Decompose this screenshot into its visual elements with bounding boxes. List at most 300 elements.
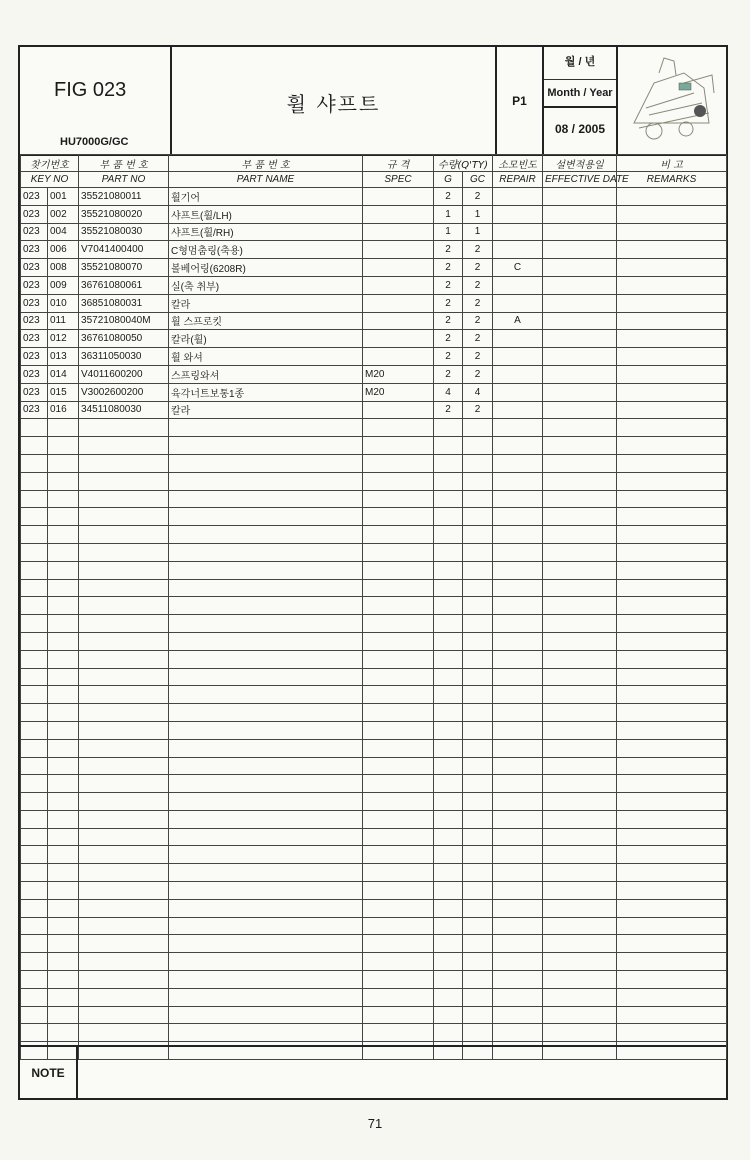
blank-cell <box>543 686 617 704</box>
blank-cell <box>169 917 363 935</box>
blank-cell <box>363 1006 434 1024</box>
blank-cell <box>493 650 543 668</box>
blank-row <box>21 810 727 828</box>
part-name-cell: 칼라(휠) <box>169 330 363 348</box>
col-spec-ko: 규 격 <box>363 155 434 172</box>
blank-cell <box>463 686 493 704</box>
machine-thumbnail-icon <box>624 53 720 147</box>
blank-cell <box>363 561 434 579</box>
blank-cell <box>617 864 727 882</box>
part-name-cell: 휠 스프로킷 <box>169 312 363 330</box>
blank-cell <box>617 704 727 722</box>
blank-cell <box>617 917 727 935</box>
part-no-cell: 35521080020 <box>79 205 169 223</box>
col-qty-ko: 수량(Q'TY) <box>434 155 493 172</box>
blank-cell <box>48 757 79 775</box>
blank-cell <box>543 882 617 900</box>
col-eff-en: EFFECTIVE DATE <box>543 172 617 188</box>
blank-cell <box>434 810 463 828</box>
sheet-header <box>20 47 726 156</box>
blank-cell <box>493 846 543 864</box>
blank-cell <box>463 899 493 917</box>
blank-cell <box>463 882 493 900</box>
blank-cell <box>169 650 363 668</box>
blank-cell <box>48 899 79 917</box>
blank-cell <box>463 632 493 650</box>
blank-cell <box>493 632 543 650</box>
blank-cell <box>21 917 48 935</box>
blank-cell <box>543 810 617 828</box>
part-name-cell: 칼라 <box>169 401 363 419</box>
part-no-cell: 35721080040M <box>79 312 169 330</box>
blank-cell <box>463 988 493 1006</box>
blank-cell <box>79 1006 169 1024</box>
table-row <box>21 205 727 223</box>
qty-g-cell: 2 <box>434 348 463 366</box>
key-fig-cell: 023 <box>21 348 48 366</box>
blank-cell <box>169 935 363 953</box>
blank-cell <box>48 454 79 472</box>
blank-cell <box>79 971 169 989</box>
blank-cell <box>543 917 617 935</box>
spec-cell <box>363 276 434 294</box>
table-row <box>21 330 727 348</box>
table-row <box>21 294 727 312</box>
blank-cell <box>543 1006 617 1024</box>
table-row <box>21 188 727 206</box>
part-no-cell: 36761080050 <box>79 330 169 348</box>
blank-cell <box>21 775 48 793</box>
key-no-cell: 013 <box>48 348 79 366</box>
blank-cell <box>617 454 727 472</box>
blank-cell <box>617 597 727 615</box>
blank-row <box>21 864 727 882</box>
blank-cell <box>434 579 463 597</box>
table-row <box>21 365 727 383</box>
blank-cell <box>21 793 48 811</box>
spec-cell <box>363 205 434 223</box>
blank-cell <box>21 579 48 597</box>
blank-cell <box>434 472 463 490</box>
blank-cell <box>79 739 169 757</box>
blank-cell <box>434 686 463 704</box>
page-number: 71 <box>367 1116 383 1131</box>
blank-cell <box>363 739 434 757</box>
blank-cell <box>463 793 493 811</box>
blank-cell <box>434 615 463 633</box>
blank-cell <box>434 846 463 864</box>
blank-cell <box>434 864 463 882</box>
spec-cell <box>363 348 434 366</box>
key-no-cell: 004 <box>48 223 79 241</box>
blank-cell <box>493 490 543 508</box>
blank-cell <box>363 437 434 455</box>
blank-cell <box>21 846 48 864</box>
blank-cell <box>463 757 493 775</box>
table-row <box>21 259 727 277</box>
blank-cell <box>363 686 434 704</box>
blank-cell <box>434 793 463 811</box>
qty-g-cell: 2 <box>434 259 463 277</box>
repair-cell <box>493 383 543 401</box>
blank-cell <box>363 988 434 1006</box>
part-name-cell: 휠 와셔 <box>169 348 363 366</box>
spec-cell <box>363 259 434 277</box>
part-no-cell: 34511080030 <box>79 401 169 419</box>
blank-row <box>21 935 727 953</box>
blank-cell <box>493 437 543 455</box>
key-no-cell: 014 <box>48 365 79 383</box>
blank-cell <box>493 721 543 739</box>
effective-date-cell <box>543 294 617 312</box>
spec-cell <box>363 241 434 259</box>
parts-sheet <box>18 45 728 1100</box>
blank-cell <box>617 686 727 704</box>
blank-cell <box>617 793 727 811</box>
blank-cell <box>543 846 617 864</box>
part-name-cell: 실(축 취부) <box>169 276 363 294</box>
blank-cell <box>48 615 79 633</box>
part-no-cell: 36761080061 <box>79 276 169 294</box>
blank-cell <box>493 988 543 1006</box>
key-no-cell: 011 <box>48 312 79 330</box>
blank-cell <box>617 757 727 775</box>
blank-cell <box>48 882 79 900</box>
remarks-cell <box>617 383 727 401</box>
blank-cell <box>48 419 79 437</box>
part-no-cell: V7041400400 <box>79 241 169 259</box>
part-no-cell: 35521080070 <box>79 259 169 277</box>
blank-cell <box>363 650 434 668</box>
blank-cell <box>434 668 463 686</box>
header-row-korean <box>21 155 727 172</box>
blank-cell <box>434 508 463 526</box>
blank-row <box>21 882 727 900</box>
blank-cell <box>79 597 169 615</box>
blank-cell <box>48 953 79 971</box>
blank-cell <box>493 793 543 811</box>
blank-cell <box>21 721 48 739</box>
qty-gc-cell: 1 <box>463 223 493 241</box>
blank-cell <box>617 971 727 989</box>
blank-cell <box>21 1006 48 1024</box>
blank-cell <box>617 490 727 508</box>
blank-cell <box>463 490 493 508</box>
blank-cell <box>363 917 434 935</box>
blank-cell <box>169 454 363 472</box>
blank-cell <box>79 615 169 633</box>
blank-cell <box>21 882 48 900</box>
key-fig-cell: 023 <box>21 241 48 259</box>
key-no-cell: 009 <box>48 276 79 294</box>
blank-cell <box>463 508 493 526</box>
blank-cell <box>169 561 363 579</box>
blank-cell <box>169 953 363 971</box>
blank-cell <box>463 917 493 935</box>
blank-cell <box>363 775 434 793</box>
effective-date-cell <box>543 223 617 241</box>
blank-cell <box>79 828 169 846</box>
blank-cell <box>463 650 493 668</box>
blank-cell <box>363 615 434 633</box>
key-no-cell: 001 <box>48 188 79 206</box>
blank-cell <box>79 846 169 864</box>
blank-cell <box>543 543 617 561</box>
blank-cell <box>48 704 79 722</box>
date-cell <box>544 47 618 154</box>
blank-cell <box>493 526 543 544</box>
repair-cell <box>493 188 543 206</box>
table-row <box>21 383 727 401</box>
blank-cell <box>169 988 363 1006</box>
key-fig-cell: 023 <box>21 330 48 348</box>
blank-cell <box>21 686 48 704</box>
col-remarks-en: REMARKS <box>617 172 727 188</box>
blank-row <box>21 526 727 544</box>
part-name-cell: 육각너트보통1종 <box>169 383 363 401</box>
blank-cell <box>169 704 363 722</box>
blank-cell <box>79 579 169 597</box>
qty-g-cell: 2 <box>434 241 463 259</box>
blank-row <box>21 775 727 793</box>
repair-cell: A <box>493 312 543 330</box>
blank-cell <box>543 828 617 846</box>
blank-cell <box>363 508 434 526</box>
blank-cell <box>363 704 434 722</box>
blank-cell <box>463 971 493 989</box>
blank-cell <box>363 935 434 953</box>
blank-row <box>21 1024 727 1042</box>
spec-cell <box>363 330 434 348</box>
blank-cell <box>79 793 169 811</box>
blank-cell <box>617 721 727 739</box>
blank-cell <box>79 1024 169 1042</box>
part-no-cell: 36851080031 <box>79 294 169 312</box>
blank-cell <box>48 1024 79 1042</box>
blank-cell <box>169 721 363 739</box>
blank-cell <box>363 757 434 775</box>
blank-cell <box>434 828 463 846</box>
blank-cell <box>48 828 79 846</box>
spec-cell <box>363 188 434 206</box>
blank-cell <box>48 579 79 597</box>
blank-cell <box>493 561 543 579</box>
figure-cell <box>20 47 172 154</box>
blank-cell <box>434 437 463 455</box>
blank-cell <box>79 917 169 935</box>
blank-cell <box>543 775 617 793</box>
header-row-english <box>21 172 727 188</box>
blank-cell <box>21 437 48 455</box>
blank-cell <box>434 704 463 722</box>
blank-cell <box>48 668 79 686</box>
blank-cell <box>21 650 48 668</box>
blank-cell <box>363 828 434 846</box>
blank-cell <box>169 615 363 633</box>
blank-cell <box>617 543 727 561</box>
blank-cell <box>363 419 434 437</box>
qty-gc-cell: 2 <box>463 294 493 312</box>
blank-cell <box>434 899 463 917</box>
blank-cell <box>363 490 434 508</box>
blank-cell <box>363 472 434 490</box>
blank-cell <box>543 526 617 544</box>
col-partno-en: PART NO <box>79 172 169 188</box>
blank-cell <box>434 988 463 1006</box>
blank-cell <box>21 757 48 775</box>
blank-row <box>21 757 727 775</box>
part-name-cell: 칼라 <box>169 294 363 312</box>
qty-gc-cell: 2 <box>463 259 493 277</box>
blank-cell <box>463 828 493 846</box>
blank-cell <box>48 846 79 864</box>
blank-cell <box>434 526 463 544</box>
page-cell <box>497 47 544 154</box>
blank-cell <box>79 686 169 704</box>
blank-cell <box>48 437 79 455</box>
remarks-cell <box>617 294 727 312</box>
qty-g-cell: 2 <box>434 276 463 294</box>
remarks-cell <box>617 276 727 294</box>
qty-gc-cell: 2 <box>463 276 493 294</box>
blank-cell <box>48 793 79 811</box>
blank-cell <box>48 721 79 739</box>
blank-cell <box>543 454 617 472</box>
blank-cell <box>48 632 79 650</box>
qty-g-cell: 2 <box>434 294 463 312</box>
key-fig-cell: 023 <box>21 365 48 383</box>
col-partno-ko: 부 품 번 호 <box>79 155 169 172</box>
repair-cell: C <box>493 259 543 277</box>
blank-cell <box>493 882 543 900</box>
blank-cell <box>79 757 169 775</box>
remarks-cell <box>617 259 727 277</box>
part-name-cell: 볼베어링(6208R) <box>169 259 363 277</box>
blank-cell <box>543 419 617 437</box>
blank-row <box>21 739 727 757</box>
blank-cell <box>617 508 727 526</box>
qty-g-cell: 2 <box>434 312 463 330</box>
key-no-cell: 016 <box>48 401 79 419</box>
blank-cell <box>48 650 79 668</box>
blank-cell <box>48 472 79 490</box>
blank-cell <box>169 739 363 757</box>
blank-cell <box>463 561 493 579</box>
repair-cell <box>493 276 543 294</box>
blank-cell <box>434 971 463 989</box>
parts-body <box>21 188 727 1060</box>
blank-cell <box>169 668 363 686</box>
part-name-cell: 휠기어 <box>169 188 363 206</box>
blank-cell <box>79 935 169 953</box>
col-qty-g: G <box>434 172 463 188</box>
blank-cell <box>463 864 493 882</box>
qty-gc-cell: 4 <box>463 383 493 401</box>
blank-cell <box>463 1006 493 1024</box>
repair-cell <box>493 241 543 259</box>
key-fig-cell: 023 <box>21 188 48 206</box>
blank-cell <box>48 971 79 989</box>
blank-cell <box>48 508 79 526</box>
blank-cell <box>21 419 48 437</box>
blank-row <box>21 971 727 989</box>
blank-cell <box>617 899 727 917</box>
col-partname-ko: 부 품 번 호 <box>169 155 363 172</box>
spec-cell <box>363 312 434 330</box>
blank-cell <box>463 597 493 615</box>
blank-cell <box>434 935 463 953</box>
blank-row <box>21 490 727 508</box>
blank-cell <box>21 668 48 686</box>
blank-cell <box>21 828 48 846</box>
part-name-cell: 샤프트(휠/LH) <box>169 205 363 223</box>
blank-cell <box>48 686 79 704</box>
blank-cell <box>21 953 48 971</box>
blank-cell <box>48 490 79 508</box>
table-row <box>21 401 727 419</box>
blank-cell <box>617 828 727 846</box>
blank-cell <box>493 668 543 686</box>
blank-cell <box>493 615 543 633</box>
blank-cell <box>543 650 617 668</box>
blank-row <box>21 597 727 615</box>
blank-cell <box>48 810 79 828</box>
qty-g-cell: 4 <box>434 383 463 401</box>
blank-cell <box>543 472 617 490</box>
figure-number: FIG 023 <box>54 79 127 101</box>
blank-cell <box>463 775 493 793</box>
blank-cell <box>79 988 169 1006</box>
col-repair-ko: 소모빈도 <box>493 155 543 172</box>
blank-cell <box>434 561 463 579</box>
repair-cell <box>493 365 543 383</box>
blank-row <box>21 437 727 455</box>
blank-cell <box>169 1024 363 1042</box>
blank-cell <box>48 526 79 544</box>
remarks-cell <box>617 223 727 241</box>
blank-cell <box>463 704 493 722</box>
blank-cell <box>493 454 543 472</box>
blank-cell <box>434 721 463 739</box>
col-eff-ko: 설변적용일 <box>543 155 617 172</box>
repair-cell <box>493 223 543 241</box>
blank-cell <box>21 597 48 615</box>
part-no-cell: 35521080011 <box>79 188 169 206</box>
repair-cell <box>493 330 543 348</box>
qty-gc-cell: 1 <box>463 205 493 223</box>
key-fig-cell: 023 <box>21 401 48 419</box>
blank-cell <box>493 508 543 526</box>
blank-cell <box>617 632 727 650</box>
blank-cell <box>617 650 727 668</box>
note-label: NOTE <box>20 1047 78 1100</box>
blank-cell <box>48 543 79 561</box>
blank-cell <box>79 561 169 579</box>
key-fig-cell: 023 <box>21 259 48 277</box>
blank-cell <box>543 971 617 989</box>
blank-row <box>21 454 727 472</box>
blank-cell <box>543 899 617 917</box>
blank-row <box>21 615 727 633</box>
page-title: 휠 샤프트 <box>286 92 381 116</box>
blank-cell <box>79 775 169 793</box>
blank-row <box>21 632 727 650</box>
effective-date-cell <box>543 348 617 366</box>
remarks-cell <box>617 348 727 366</box>
table-row <box>21 348 727 366</box>
key-fig-cell: 023 <box>21 276 48 294</box>
blank-row <box>21 686 727 704</box>
